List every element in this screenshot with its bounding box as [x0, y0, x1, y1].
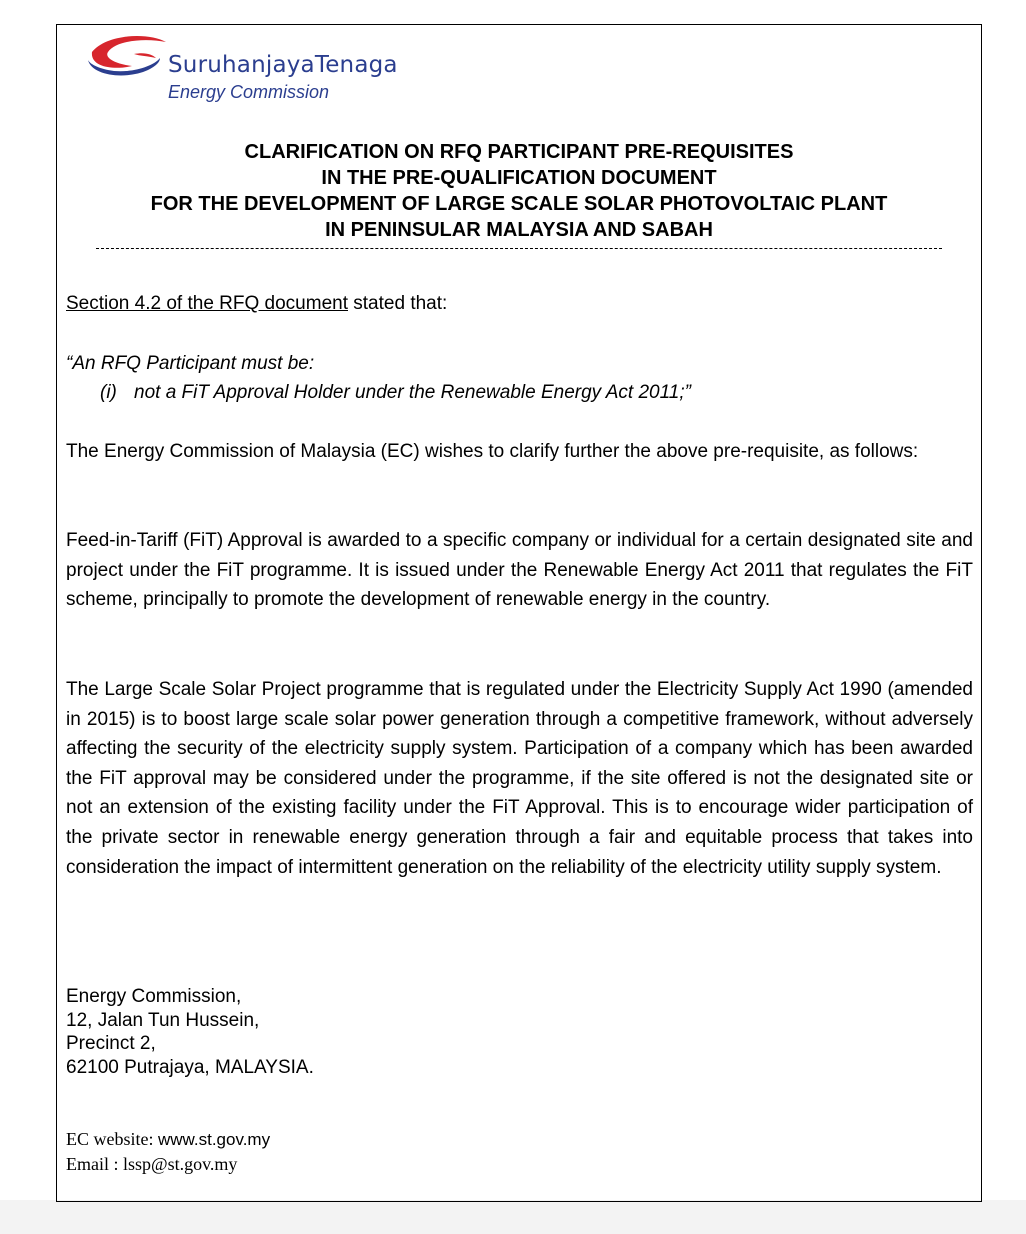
dashed-divider [96, 248, 942, 249]
title-line-1: CLARIFICATION ON RFQ PARTICIPANT PRE-REQUISITES [244, 141, 794, 163]
paragraph-fit-approval: Feed-in-Tariff (FiT) Approval is awarded to a specific company or individual for a certain designated site and project under the FiT programme. It is issued under the Renewable Energy Act 2011 that regulates the FiT scheme, principally to promote the development of renewable energy in the country. [66, 530, 973, 611]
section-reference-link: Section 4.2 of the RFQ document [66, 293, 348, 314]
address-line-1: Energy Commission, [66, 986, 242, 1007]
website-link[interactable]: www.st.gov.my [158, 1130, 271, 1149]
title-line-2: IN THE PRE-QUALIFICATION DOCUMENT [321, 167, 717, 189]
contact-block [66, 1127, 270, 1176]
email-label: Email : [66, 1154, 123, 1174]
website-label: EC website: [66, 1129, 158, 1149]
energy-commission-logo [86, 30, 446, 110]
address-line-3: Precinct 2, [66, 1033, 156, 1054]
title-line-3: FOR THE DEVELOPMENT OF LARGE SCALE SOLAR PHOTOVOLTAIC PLANT [150, 193, 888, 215]
quote-item [100, 378, 691, 408]
website-line [66, 1127, 270, 1152]
section-reference [66, 289, 973, 319]
logo-name: SuruhanjayaTenaga [168, 52, 398, 78]
quote-item-text: not a FiT Approval Holder under the Renewable Energy Act 2011;” [134, 382, 691, 403]
swoosh-logo-icon [86, 30, 170, 94]
paragraph-clarify: The Energy Commission of Malaysia (EC) wishes to clarify further the above pre-requisite, as follows: [66, 441, 919, 462]
address-line-4: 62100 Putrajaya, MALAYSIA. [66, 1056, 314, 1078]
quote-item-number: (i) [100, 382, 117, 403]
address-line-2: 12, Jalan Tun Hussein, [66, 1009, 260, 1031]
email-link[interactable]: lssp@st.gov.my [123, 1154, 238, 1174]
email-line [66, 1152, 270, 1176]
address-block [66, 985, 314, 1079]
quote-intro: “An RFQ Participant must be: [66, 353, 315, 374]
paragraph-large-scale-solar: The Large Scale Solar Project programme that is regulated under the Electricity Supply Act 1990 (amended in 2015) is to boost large scale solar power generation through a competitive framework, without adversely affecting the security of the electricity supply system. Participation of a company which has been awarded the FiT approval may be considered under the programme, if the site offered is not the designated site or not an extension of the existing facility under the FiT Approval. This is to encourage wider participation of the private sector in renewable energy generation through a fair and equitable process that takes into consideration the impact of intermittent generation on the reliability of the electricity utility supply system. [66, 679, 973, 878]
document-title [66, 139, 972, 243]
section-reference-rest: stated that: [348, 293, 448, 314]
title-line-4: IN PENINSULAR MALAYSIA AND SABAH [325, 219, 713, 241]
logo-subtitle: Energy Commission [168, 82, 330, 102]
